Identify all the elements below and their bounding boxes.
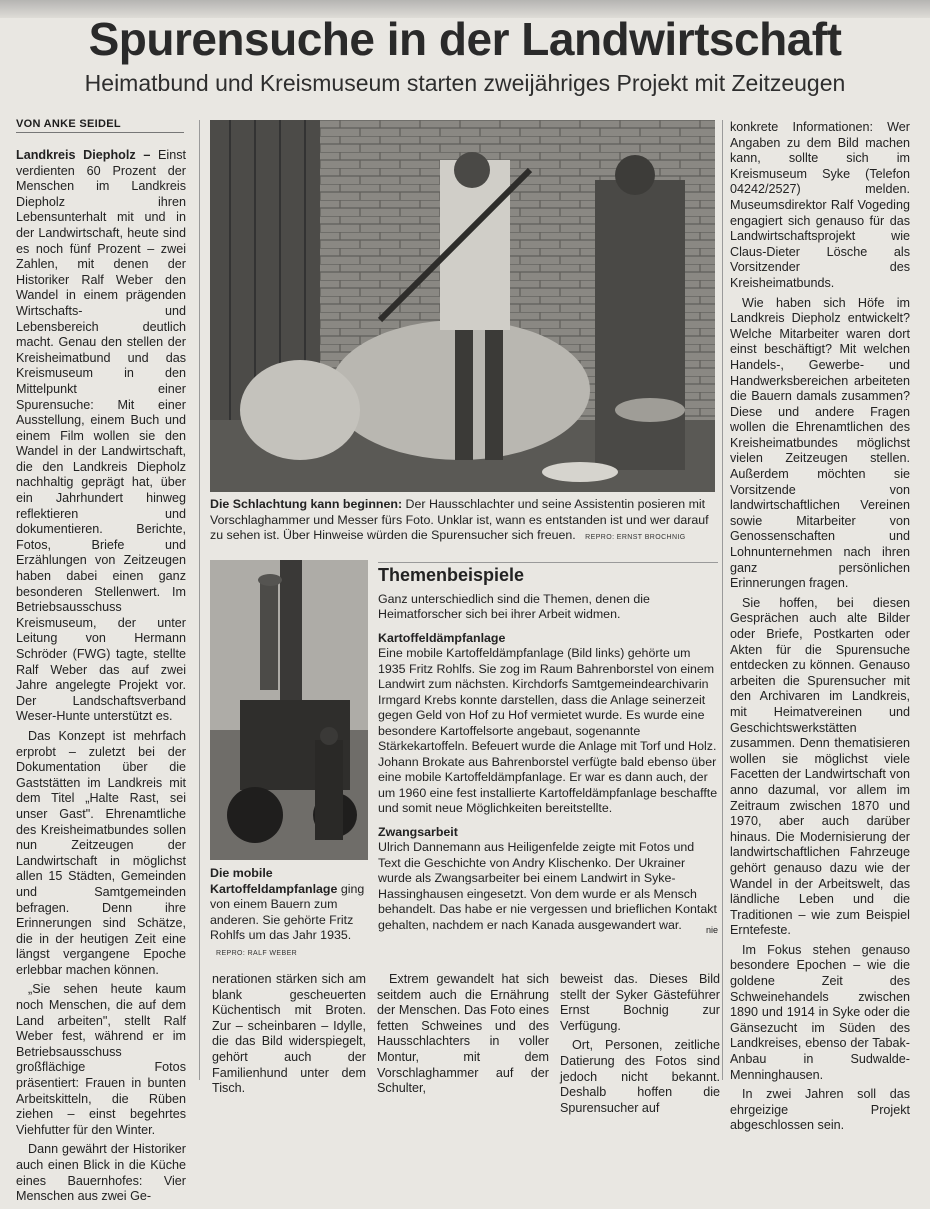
caption-lead: Die Schlachtung kann beginnen: [210,497,403,511]
article-column-bottom-1 [212,972,366,1101]
photo-potato-steamer [210,560,368,860]
photo-slaughter [210,120,715,492]
paragraph: nerationen stärken sich am blank gescheuerten Küchentisch mit Broten. Zur – scheinbaren – Idylle, die das Bild widerspiegelt, gehört auch der Familienhund unter dem Tisch. [212,972,366,1096]
paragraph: Im Fokus stehen genauso besondere Epochen – wie die goldene Zeit des Schweinehandels zwischen 1890 und 1914 in Syke oder die Gänsezucht im Süden des Landkreises, ebenso der Tabak-Anbau in Sudwalde-Menninghausen. [730,942,910,1082]
paragraph: Sie hoffen, bei diesen Gesprächen auch alte Bilder oder Briefe, Postkarten oder Akten für die Spurensuche entdecken zu können. Genauso arbeiten die Spurensucher mit den Archivaren im Landkreis, mit Heimatvereinen und Geschichtswerkstätten zusammen. Denn thematisieren wollen sie möglichst viele Facetten der Landwirtschaft von anno dazumal, vor allem im Zeitraum zwischen 1870 und 1970, aber auch darüber hinaus. Die Modernisierung der landwirtschaftlichen Fahrzeuge gehört genauso dazu wie der Wandel in der Arbeitswelt, das ländliche Leben und die Traditionen – wie zum Beispiel Erntefeste. [730,595,910,938]
photo-credit: REPRO: RALF WEBER [216,949,298,957]
paragraph: „Sie sehen heute kaum noch Menschen, die auf dem Land arbeiten", stellt Ralf Weber fest, während er im Betriebsausschuss großflächige Fotos präsentiert: Frauen in bunten Arbeitskitteln, die Rüben ziehen – einst begehrtes Viehfutter für den Winter. [16,982,186,1137]
article-column-bottom-2 [377,972,549,1101]
sidebar-section-text: Ulrich Dannemann aus Heiligenfelde zeigte mit Fotos und Text die Geschichte von Andry Klischenko. Der Ukrainer wurde als Zwangsarbeiter bei einem Landwirt in Syke-Hassinghausen eingesetzt. Von dem wurde er als Mensch behandelt. Das habe er nie vergessen und brieflichen Kontakt gehalten, nachdem er nach Kanada ausgewandert war. [378,840,717,932]
caption-text: Der Hausschlachter und seine Assistentin posieren mit Vorschlaghammer und Messer fürs Foto. Unklar ist, wann es entstanden ist und wer darauf zu sehen ist. Über Hinweise würden die Spurensucher sich freuen. [210,497,709,542]
paragraph: beweist das. Dieses Bild stellt der Syker Gästeführer Ernst Bochnig zur Verfügung. [560,972,720,1033]
sidebar-section-text: Eine mobile Kartoffeldämpfanlage (Bild links) gehörte um 1935 Fritz Rohlfs. Sie zog im Raum Bahrenborstel von einem Landwirt zum nächsten. Kirchdorfs Samtgemeindearchivarin Irmgard Krebs konnte darstellen, dass die Anlage seinerzeit gegen Geld von Hof zu Hof vermietet wurde. Es wurde eine besondere Kartoffelsorte angebaut, sogenannte Stärkekartoffeln. Befeuert wurde die Anlage mit Torf und Holz. Johann Brokate aus Bahrenborstel verfügte bald ebenso über eine mobile Kartoffeldämpfanlage. Er war es dann auch, der um 1960 eine fest installierte Kartoffeldämpfanlage beschaffte und somit neue Möglichkeiten bereitstellte. [378,646,718,815]
paragraph: konkrete Informationen: Wer Angaben zu dem Bild machen kann, sollte sich im Kreismuseum Syke (Telefon 04242/2527) melden. Museumsdirektor Ralf Vogeding engagiert sich genauso für das Landwirtschaftsprojekt wie Claus-Dieter Lösche als Vorsitzender des Kreisheimatbunds. [730,120,910,290]
article-column-1 [16,148,186,1209]
paragraph: In zwei Jahren soll das ehrgeizige Projekt abgeschlossen sein. [730,1087,910,1133]
sidebar-section-title: Kartoffeldämpfanlage [378,630,506,645]
photo-potato-steamer-image [210,560,368,860]
paragraph: Wie haben sich Höfe im Landkreis Diepholz entwickelt? Welche Mitarbeiter waren dort einst beschäftigt? Mit welchen Handels-, Gewerbe- und Handwerksbereichen arbeiteten die Bauern damals zusammen? Diese und andere Fragen wollen die Ehrenamtlichen des Kreisheimatbundes möglichst vielen Zeitzeugen stellen. Außerdem möchten sie Vorsitzende von landwirtschaftlichen Vereinen sowie Mitarbeiter von Genossenschaften und Lohnunternehmen nach ihren ganz persönlichen Erinnerungen fragen. [730,295,910,591]
paragraph-text: Einst verdienten 60 Prozent der Menschen im Landkreis Diepholz ihren Lebensunterhalt mit und in der Landwirtschaft, heute sind es noch fünf Prozent – zwei Zahlen, mit denen der Historiker Ralf Weber den Wandel in einem prägenden Wirtschafts- und Lebensbereich deutlich macht. Genau den stellen der Kreisheimatbund und das Kreismuseum in den Mittelpunkt einer Spurensuche: Mit einer Ausstellung, einem Buch und einem Film wollen sie den Wandel in der Landwirtschaft, die den Landkreis Diepholz nachhaltig geprägt hat, über ein Jahrhundert hinweg reflektieren und dokumentieren. Berichte, Fotos, Briefe und Erzählungen von Zeitzeugen haben dabei einen ganz besonderen Stellenwert. Im Betriebsausschuss Kreismuseum, der unter Leitung von Hermann Schröder (FWG) tagte, stellte Ralf Weber das auf zwei Jahre angelegte Projekt vor. Der Landschaftsverband Weser-Hunte unterstützt es. [16,148,187,724]
sidebar-intro: Ganz unterschiedlich sind die Themen, denen die Heimatforscher sich bei ihrer Arbeit widmen. [378,591,650,621]
caption-small [210,866,370,961]
caption-lead: Die mobile Kartoffeldampfanlage [210,866,338,896]
sidebar-rule [378,562,718,563]
paragraph: Dann gewährt der Historiker auch einen Blick in die Küche eines Bauernhofes: Vier Menschen aus zwei Ge- [16,1142,186,1204]
caption-text: ging von einem Bauern zum anderen. Sie gehörte Fritz Rohlfs um das Jahr 1935. [210,881,365,942]
lead-place: Landkreis Diepholz – [16,148,151,162]
author-signature: nie [705,925,718,935]
sidebar-title: Themenbeispiele [378,565,525,585]
column-rule [722,120,723,1080]
paragraph: Extrem gewandelt hat sich seitdem auch die Ernährung der Menschen. Das Foto eines fetten Schweines und des Hausschlachters in voller Montur, mit dem Vorschlaghammer auf der Schulter, [377,972,549,1096]
article-column-right [730,120,910,1138]
paragraph: Das Konzept ist mehrfach erprobt – zuletzt bei der Dokumentation über die Gaststätten im Landkreis mit dem Titel „Halte Rast, sei unser Gast". Ehrenamtliche des Kreisheimatbundes sollen nun Zeitzeugen der Landwirtschaft in möglichst allen 15 Städten, Gemeinden und Samtgemeinden befragen. Denn ihre Erinnerungen sind Schätze, die in der heutigen Zeit eine längst vergangene Epoche erlebbar machen können. [16,728,186,977]
caption-main [210,497,715,546]
article-column-bottom-3 [560,972,720,1120]
column-rule [199,120,200,1080]
photo-credit: REPRO: ERNST BROCHNIG [585,534,686,541]
paragraph: Ort, Personen, zeitliche Datierung des Fotos sind jedoch nicht bekannt. Deshalb hoffen die Spurensucher auf [560,1038,720,1115]
paragraph [16,148,186,725]
subheadline: Heimatbund und Kreismuseum starten zweijähriges Projekt mit Zeitzeugen [84,70,846,96]
sidebar-themenbeispiele [378,565,718,939]
byline: VON ANKE SEIDEL [16,118,184,133]
headline: Spurensuche in der Landwirtschaft [88,13,842,65]
photo-slaughter-image [210,120,715,492]
sidebar-section-title: Zwangsarbeit [378,824,458,839]
